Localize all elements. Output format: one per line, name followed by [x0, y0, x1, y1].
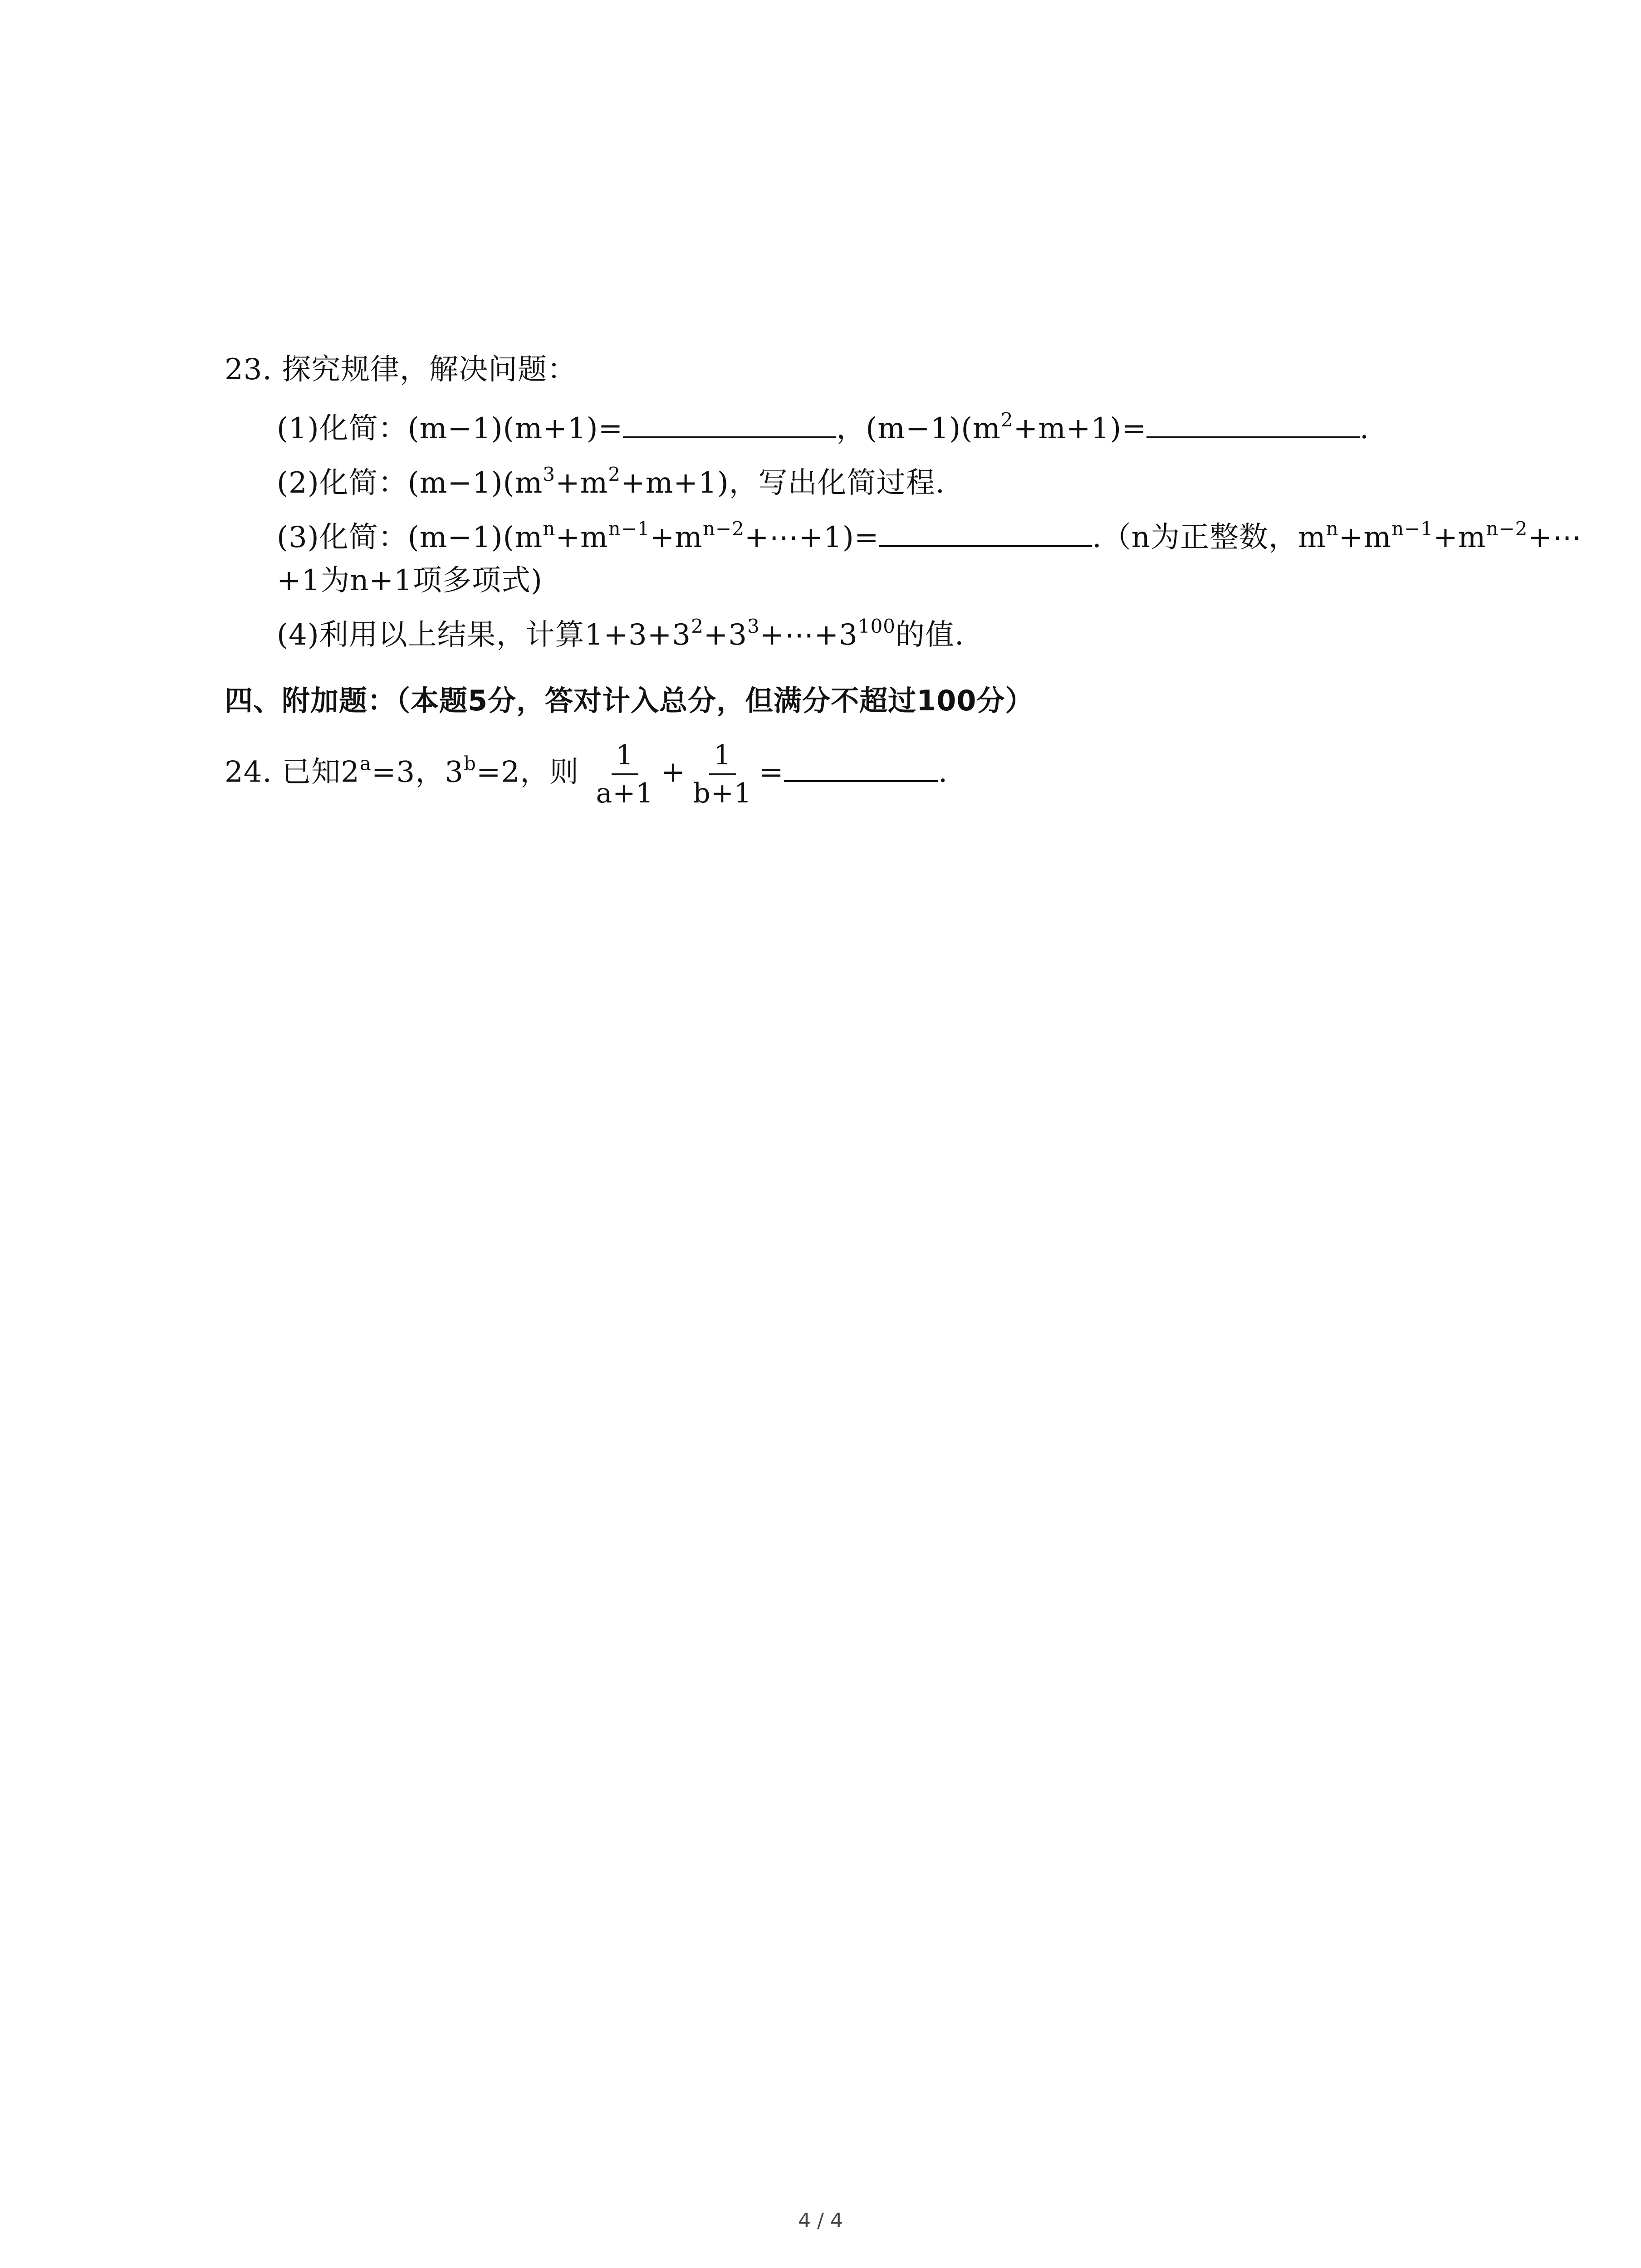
- q23-part1: (1)化简：(m−1)(m+1)= ，$(m-1)(m^2+m+1)=$ .: [277, 409, 1370, 445]
- fraction-1-over-a-plus-1: $\frac{1}{a+1}$: [592, 737, 658, 811]
- q23-title: 23. 探究规律，解决问题：: [225, 353, 577, 386]
- answer-blank-2[interactable]: [1146, 409, 1360, 438]
- answer-blank-1[interactable]: [623, 409, 836, 438]
- answer-blank-4[interactable]: [784, 753, 938, 782]
- q24: 24. 已知$2^a=3$，$3^b=2$，则 $\frac{1}{a+1}$ + $\frac{1}{b+1}$ = .: [225, 737, 948, 811]
- q23-part3-continued: +1为n+1项多项式): [277, 564, 543, 597]
- q23-part4: (4)利用以上结果，计算$1+3+3^2+3^3+\cdots+3^{100}$的值.: [277, 615, 965, 652]
- fraction-1-over-b-plus-1: $\frac{1}{b+1}$: [688, 737, 756, 811]
- answer-blank-3[interactable]: [879, 518, 1092, 547]
- q23-part2: (2)化简：$(m-1)(m^3+m^2+m+1)$，写出化简过程.: [277, 463, 945, 500]
- page-number: 4 / 4: [798, 2209, 843, 2232]
- q23-part3: (3)化简：$(m-1)(m^n+m^{n-1}+m^{n-2}+\cdots+1)= .(n$为正整数，$m^n+m^{n-1}+m^{n-2}+\cdots$: [277, 518, 1582, 554]
- section-heading-extra-credit: 四、附加题：（本题5分，答对计入总分，但满分不超过100分）: [225, 684, 1034, 717]
